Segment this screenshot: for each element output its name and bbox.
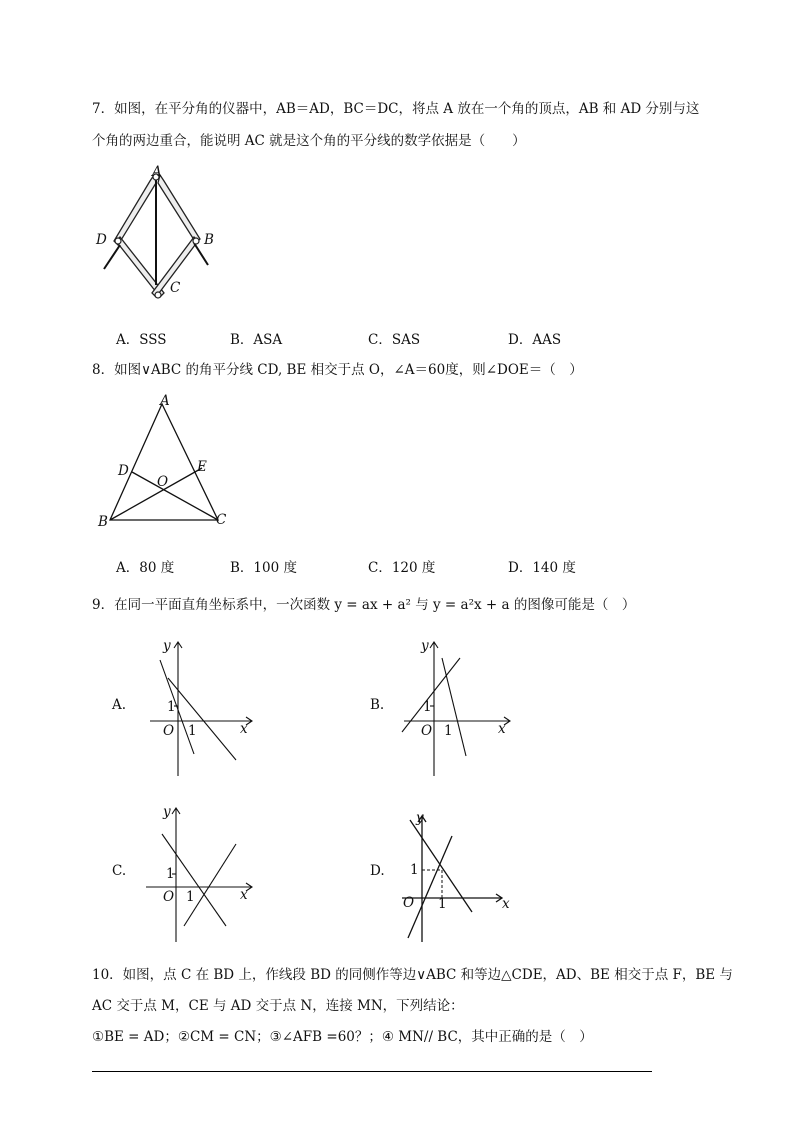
q9-d-y-label: y bbox=[416, 810, 424, 826]
q9-b-origin-label: O bbox=[421, 723, 433, 739]
q10-text-line3: ①BE = AD；②CM = CN；③∠AFB =60？；④ MN// BC，其中正确的是（ ） bbox=[92, 1029, 593, 1045]
q9-d-one-x-label: 1 bbox=[438, 896, 447, 912]
q9-a-y-label: y bbox=[163, 638, 171, 654]
q9-a-x-label: x bbox=[240, 721, 248, 737]
q7-choices bbox=[0, 328, 794, 348]
q9-d-one-label: 1 bbox=[410, 862, 419, 878]
q9-c-origin-label: O bbox=[163, 889, 175, 905]
q9-d-origin-label: O bbox=[403, 895, 415, 911]
q9-option-a-label[interactable]: A. bbox=[112, 697, 127, 713]
q8-choice-c[interactable]: C．120 度 bbox=[368, 560, 436, 576]
q9-option-b-label[interactable]: B. bbox=[370, 697, 385, 713]
q7-angle-bisector-instrument bbox=[90, 165, 220, 305]
q9-a-origin-label: O bbox=[163, 723, 175, 739]
q9-c-one-x-label: 1 bbox=[186, 889, 195, 905]
q8-label-c: C bbox=[216, 512, 227, 528]
q9-c-y-label: y bbox=[163, 804, 171, 820]
q8-label-e: E bbox=[197, 459, 207, 475]
q8-label-a: A bbox=[160, 393, 170, 409]
q9-option-d-label[interactable]: D. bbox=[370, 863, 385, 879]
q9-b-one-label: 1 bbox=[423, 699, 432, 715]
q9-a-one-x-label: 1 bbox=[188, 723, 197, 739]
q10-text-line1: 10．如图，点 C 在 BD 上，作线段 BD 的同侧作等边∨ABC 和等边△CDE，AD、BE 相交于点 F，BE 与 bbox=[92, 967, 733, 983]
q9-option-b-graph[interactable] bbox=[398, 636, 518, 778]
q8-label-b: B bbox=[98, 514, 108, 530]
q7-choice-a[interactable]: A．SSS bbox=[116, 332, 167, 348]
q9-option-c-graph[interactable] bbox=[140, 802, 260, 944]
q8-choices bbox=[0, 556, 794, 576]
q9-a-one-label: 1 bbox=[167, 699, 176, 715]
q9-text-line1: 9．在同一平面直角坐标系中，一次函数 y = ax + a² 与 y = a²x + a 的图像可能是（ ） bbox=[92, 597, 636, 613]
q7-label-d: D bbox=[96, 232, 107, 248]
q9-option-c-label[interactable]: C. bbox=[112, 863, 127, 879]
q7-text-line1: 7．如图，在平分角的仪器中，AB＝AD，BC＝DC，将点 A 放在一个角的顶点，AB 和 AD 分别与这 bbox=[92, 101, 700, 117]
q8-label-o: O bbox=[157, 474, 169, 490]
q9-d-x-label: x bbox=[502, 896, 510, 912]
q9-b-one-x-label: 1 bbox=[444, 723, 453, 739]
q7-label-c: C bbox=[170, 280, 181, 296]
q10-text-line2: AC 交于点 M，CE 与 AD 交于点 N，连接 MN，下列结论： bbox=[92, 998, 464, 1014]
q7-label-b: B bbox=[204, 232, 214, 248]
q7-text-line2: 个角的两边重合，能说明 AC 就是这个角的平分线的数学依据是（ ） bbox=[92, 133, 526, 149]
q7-choice-d[interactable]: D．AAS bbox=[508, 332, 562, 348]
q9-c-one-label: 1 bbox=[166, 866, 175, 882]
q7-choice-b[interactable]: B．ASA bbox=[230, 332, 283, 348]
q7-label-a: A bbox=[152, 164, 162, 180]
q8-choice-b[interactable]: B．100 度 bbox=[230, 560, 297, 576]
q9-b-x-label: x bbox=[498, 721, 506, 737]
q8-text-line1: 8．如图∨ABC 的角平分线 CD, BE 相交于点 O，∠A＝60度，则∠DOE＝（ ） bbox=[92, 362, 583, 378]
footer-rule bbox=[92, 1071, 652, 1072]
q9-c-x-label: x bbox=[240, 887, 248, 903]
q8-choice-d[interactable]: D．140 度 bbox=[508, 560, 576, 576]
q9-option-a-graph[interactable] bbox=[140, 636, 260, 778]
q8-choice-a[interactable]: A．80 度 bbox=[116, 560, 175, 576]
q7-choice-c[interactable]: C．SAS bbox=[368, 332, 421, 348]
q8-label-d: D bbox=[118, 463, 129, 479]
q9-b-y-label: y bbox=[421, 638, 429, 654]
